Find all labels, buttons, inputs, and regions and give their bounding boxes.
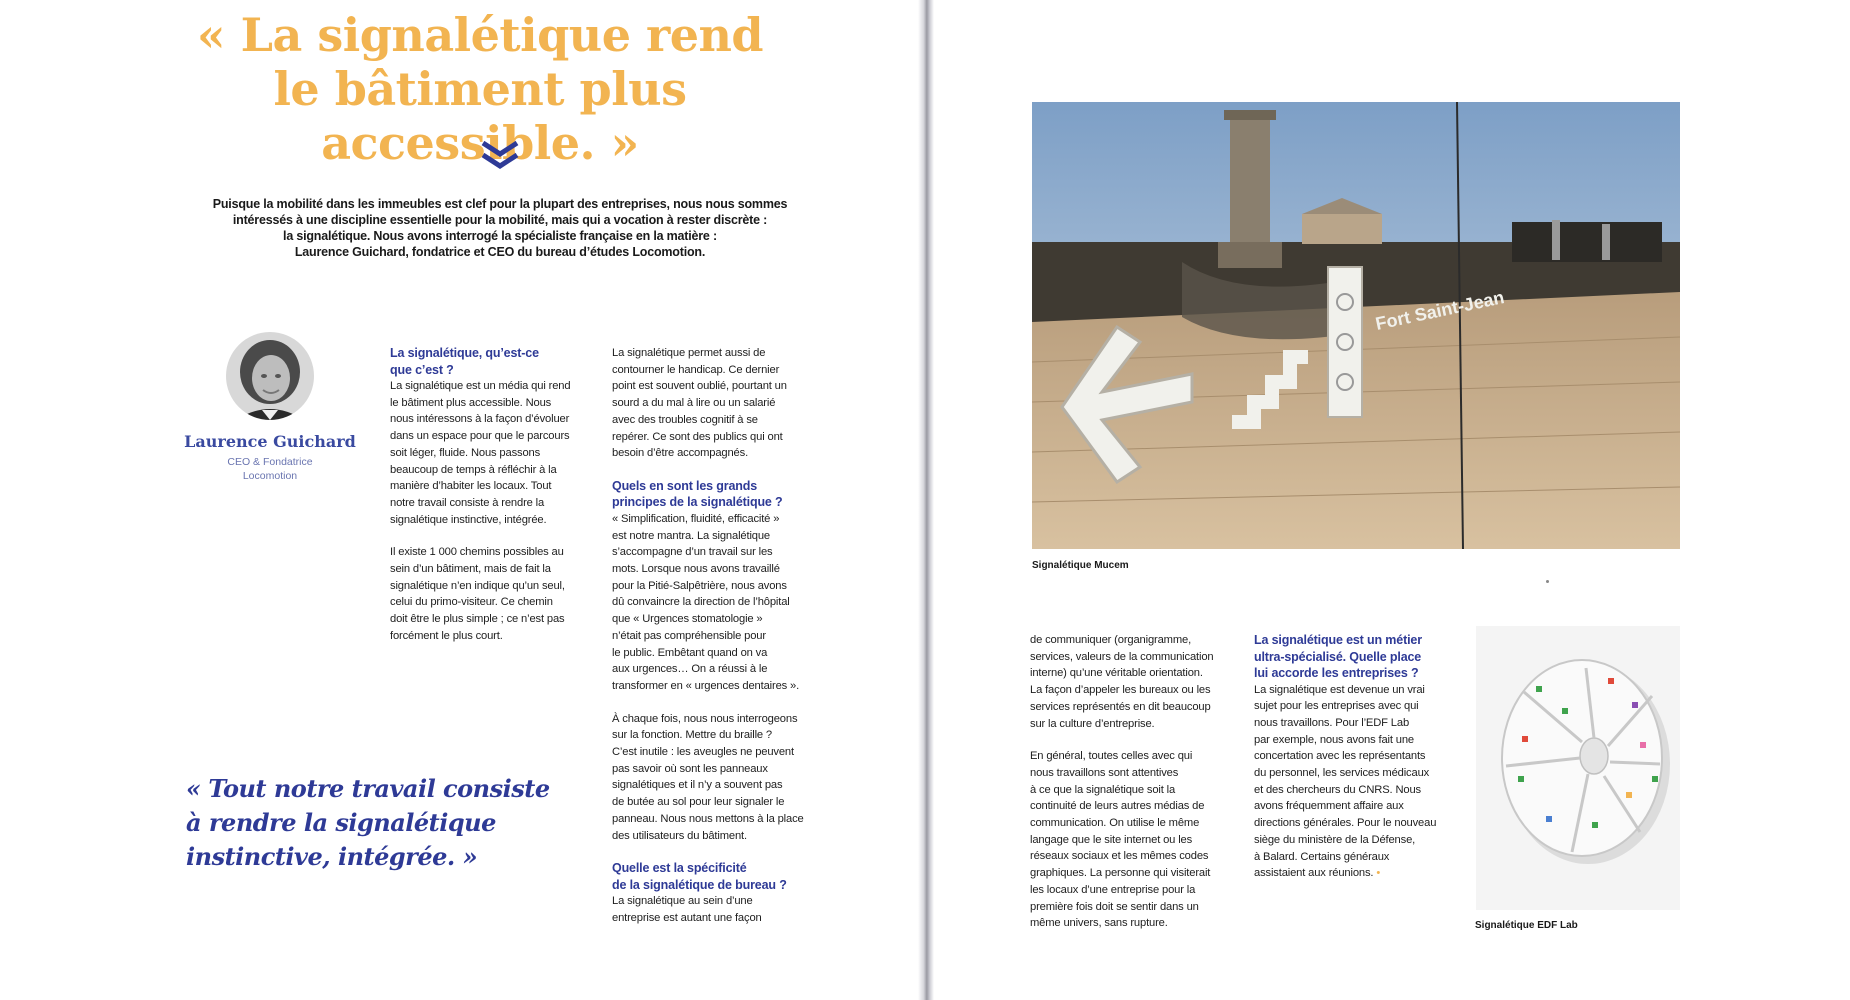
sign-letters: Fort Saint-Jean [1373,287,1506,334]
answer-paragraph: Il existe 1 000 chemins possibles au sein d’un bâtiment, mais de fait la signalétique n’en indique qu’un seul, celui du primo-visiteur. Ce chemin doit être le plus simple ; ce n’est pas forcément le plus court. [390,546,565,642]
intro-line: intéressés à une discipline essentielle pour la mobilité, mais qui a vocation à rester discrète : [232,213,768,227]
answer-paragraph: La signalétique au sein d’une entreprise est autant une façon [612,895,762,924]
article-column-3 [1030,632,1245,932]
person-role [170,455,370,483]
pull-quote-line: à rendre la signalétique [186,808,496,837]
article-column-4 [1254,632,1484,882]
page-gutter [918,0,934,1000]
question-heading: Quels en sont les grands principes de la signalétique ? [612,478,783,510]
answer-paragraph: de communiquer (organigramme, services, valeurs de la communication interne) qu’une véritable orientation. La façon d’appeler les bureaux ou les services représentés en dit beaucoup sur la culture d’entreprise. [1030,634,1214,730]
answer-paragraph: La signalétique est un média qui rend le bâtiment plus accessible. Nous nous intéressons à la façon d’évoluer dans un espace pour que le parcours soit léger, fluide. Nous passons beaucoup de temps à réfléchir à la manière d’habiter les locaux. Tout notre travail consiste à rendre la signalétique instinctive, intégrée. [390,380,571,526]
portrait-photo [226,332,314,420]
double-chevron-down-icon [480,140,520,172]
mucem-photo [1032,102,1680,549]
intro-paragraph [190,196,810,260]
print-speck [1546,580,1549,583]
end-of-article-mark: • [1376,867,1381,880]
pull-quote [186,772,550,874]
edf-lab-photo [1476,626,1680,910]
answer-paragraph: La signalétique est devenue un vrai sujet pour les entreprises avec qui nous travaillons. Pour l’EDF Lab par exemple, nous avons fait une concertation avec les représentants du personnel, les services médicaux et des chercheurs du CNRS. Nous avons fréquemment affaire aux directions générales. Pour le nouveau siège du ministère de la Défense, à Balard. Certains généraux assistaient aux réunions. • [1254,683,1437,880]
answer-paragraph: « Simplification, fluidité, efficacité » est notre mantra. La signalétique s’accompagne d’un travail sur les mots. Lorsque nous avons travaillé pour la Pitié-Salpêtrière, nous avons dû convaincre la direction de l’hôpital que « Urgences stomatologie » n’était pas compréhensible pour le public. Embêtant quand on va aux urgences… On a réussi à le transformer en « urgences dentaires ». [612,512,800,692]
role-title: CEO & Fondatrice [227,456,313,468]
article-column-1 [390,345,590,645]
photo-caption: Signalétique Mucem [1032,560,1129,571]
question-heading: Quelle est la spécificité de la signalétique de bureau ? [612,861,787,892]
pull-quote-line: instinctive, intégrée. » [186,842,478,871]
article-column-2 [612,345,822,927]
company-name: Locomotion [242,470,298,482]
pull-quote-line: « Tout notre travail consiste [186,774,550,803]
answer-paragraph: La signalétique permet aussi de contourner le handicap. Ce dernier point est souvent oublié, pourtant un sourd a du mal à lire ou un salarié avec des troubles cognitif à se repérer. Ce sont des publics qui ont besoin d’être accompagnés. [612,347,787,460]
answer-paragraph: À chaque fois, nous nous interrogeons sur la fonction. Mettre du braille ? C’est inutile : les aveugles ne peuvent pas savoir où sont les panneaux signalétiques et il n’y a souvent pas de butée au sol pour leur signaler le panneau. Nous nous mettons à la place des utilisateurs du bâtiment. [612,712,804,842]
person-name: Laurence Guichard [184,432,356,451]
question-heading: La signalétique, qu’est-ce que c’est ? [390,346,539,377]
intro-line: la signalétique. Nous avons interrogé la spécialiste française en la matière : [283,229,717,243]
intro-line: Laurence Guichard, fondatrice et CEO du bureau d’études Locomotion. [294,245,706,259]
question-heading: La signalétique est un métier ultra-spécialisé. Quelle place lui accorde les entreprises ? [1254,633,1422,680]
intro-line: Puisque la mobilité dans les immeubles est clef pour la plupart des entreprises, nous nous sommes [212,197,788,211]
title-line: « La signalétique rend [196,8,764,62]
photo-caption: Signalétique EDF Lab [1475,920,1578,931]
title-line: le bâtiment plus accessible. » [273,62,687,170]
answer-paragraph: En général, toutes celles avec qui nous travaillons sont attentives à ce que la signalétique soit la continuité de leurs autres médias de communication. On utilise le même langage que le site internet ou les réseaux sociaux et les mêmes codes graphiques. La personne qui visiterait les locaux d’une entreprise pour la première fois doit se sentir dans un même univers, sans rupture. [1030,750,1211,930]
